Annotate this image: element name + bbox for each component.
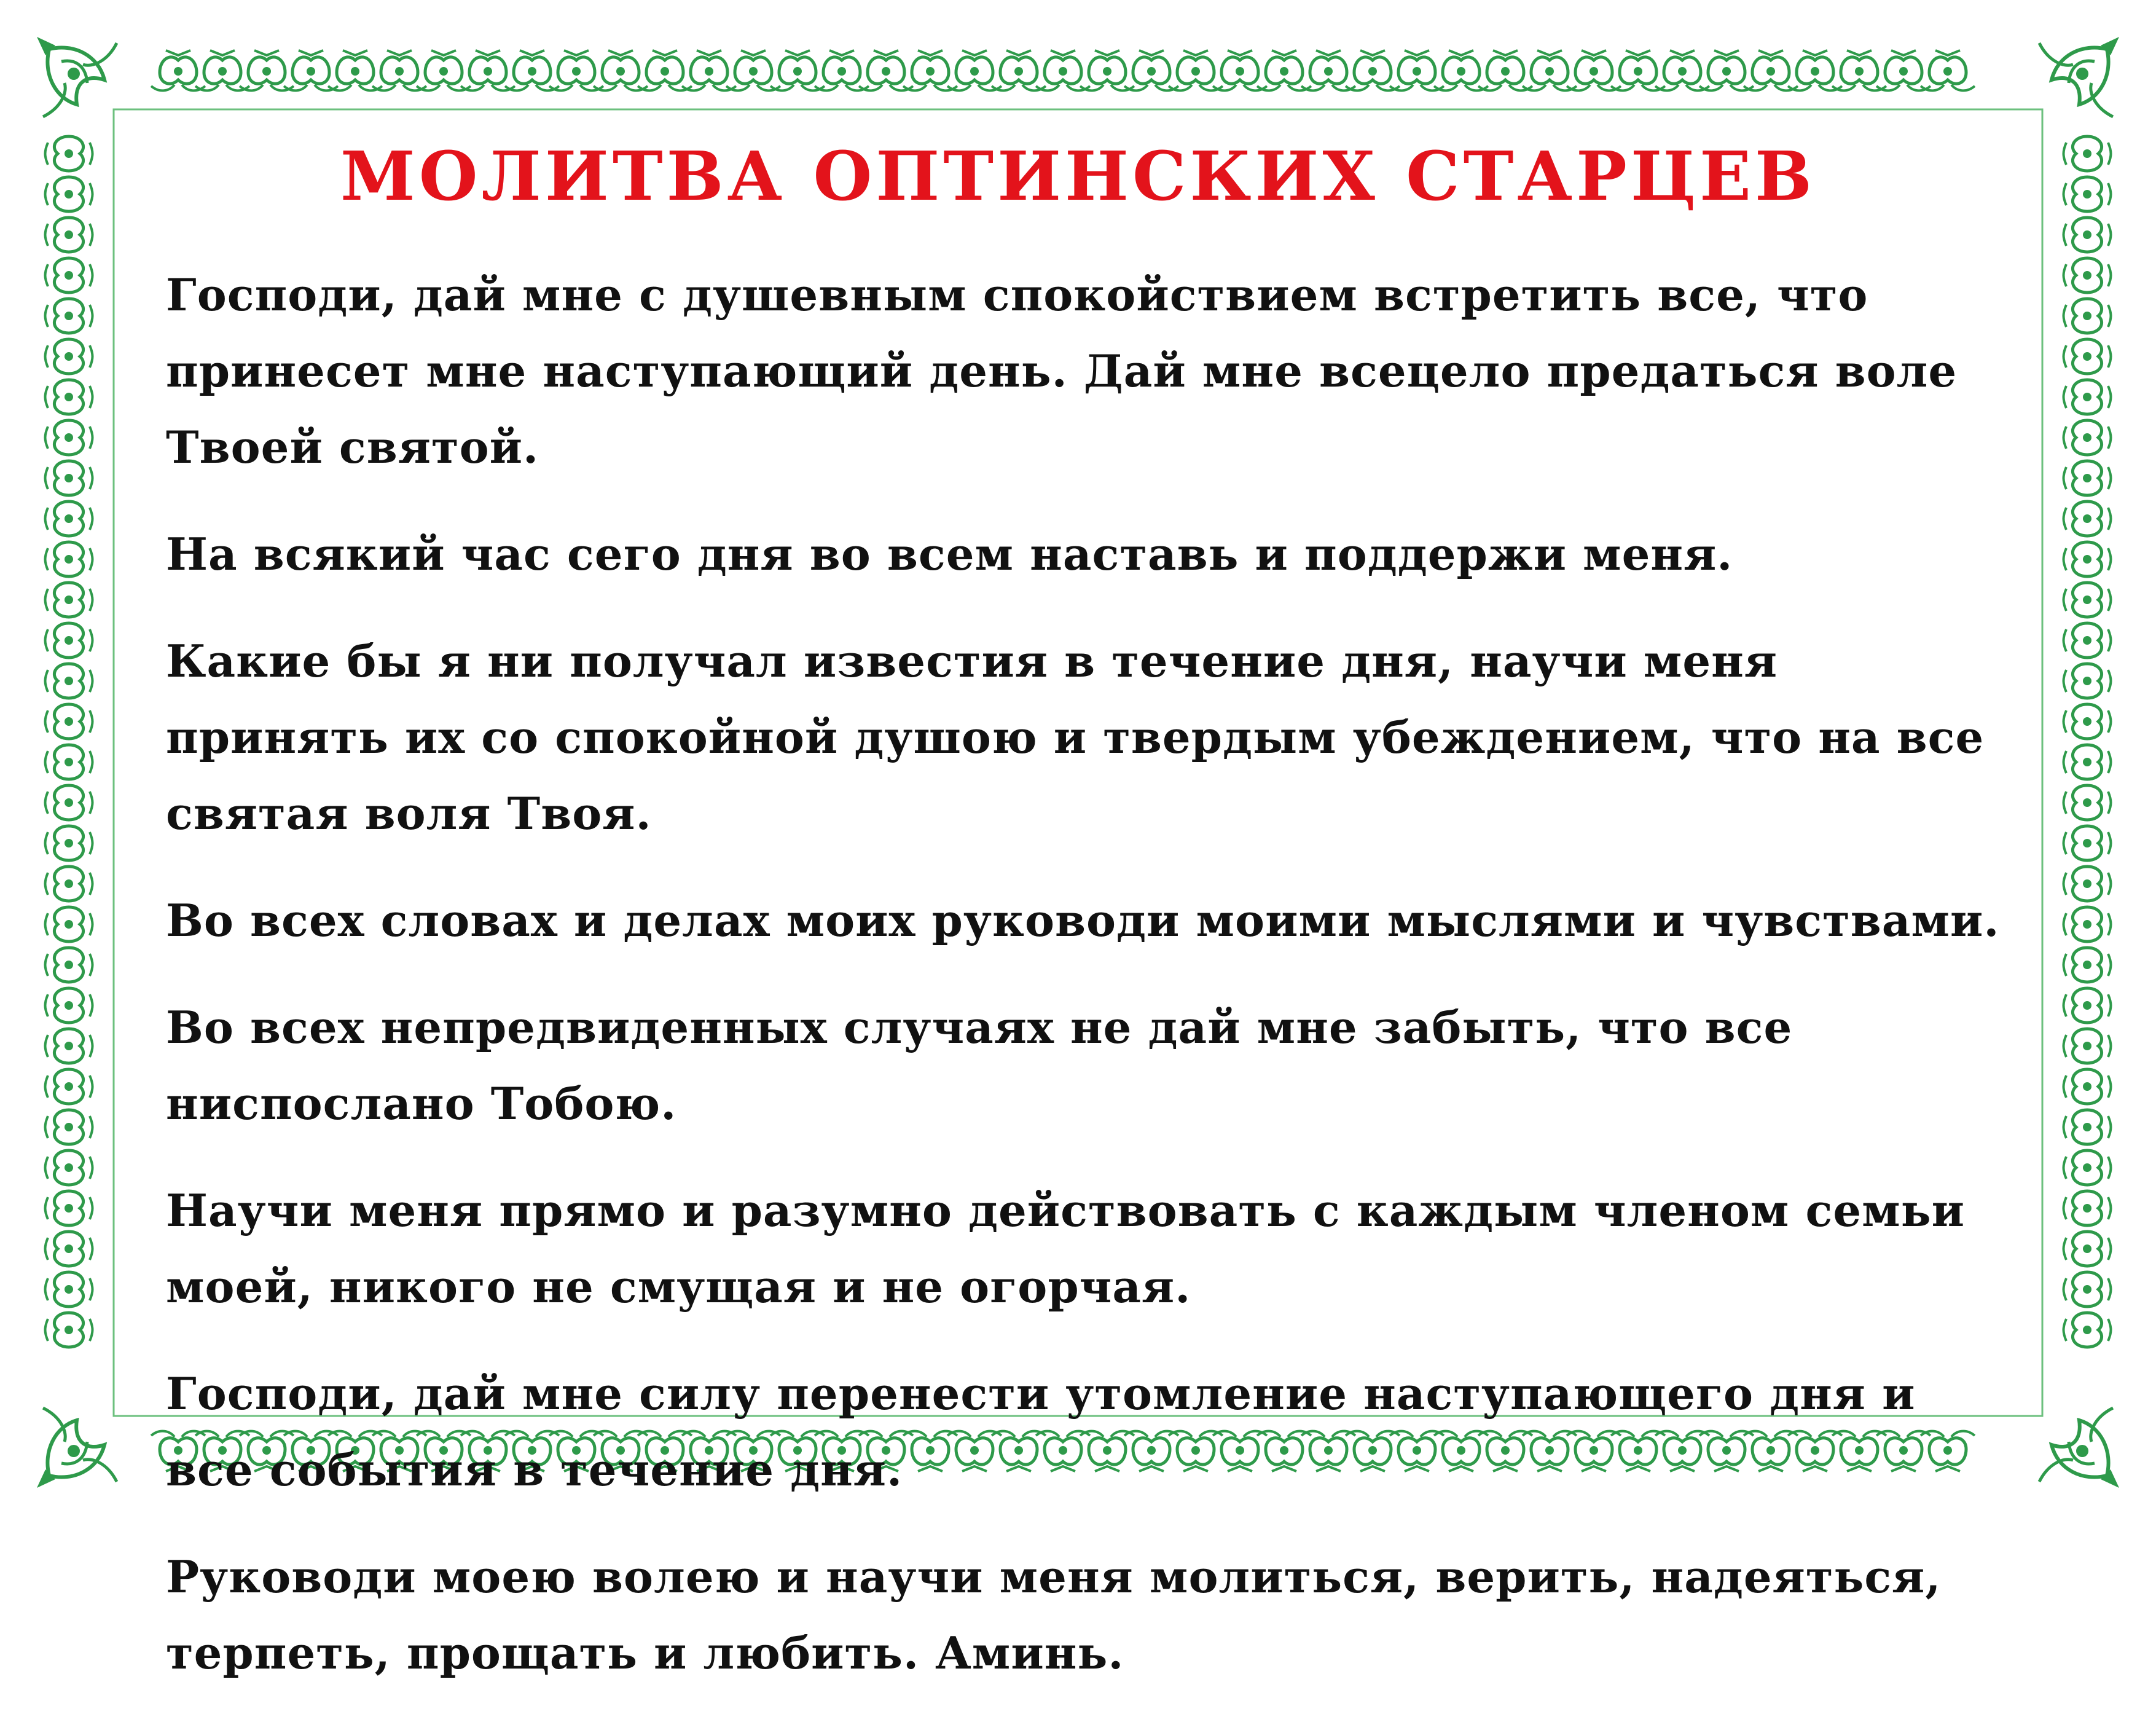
prayer-paragraph: Господи, дай мне с душевным спокойствием встретить все, что принесет мне наступающий день. Дай мне всецело предаться воле Твоей святой. <box>166 269 1958 473</box>
prayer-paragraph: Какие бы я ни получал известия в течение дня, научи меня принять их со спокойной душою и твердым убеждением, что на все святая воля Твоя. <box>166 635 1985 839</box>
prayer-paragraph: На всякий час сего дня во всем наставь и поддержи меня. <box>166 528 1733 580</box>
prayer-paragraph: Во всех непредвиденных случаях не дай мне забыть, что все ниспослано Тобою. <box>166 1001 1793 1130</box>
prayer-paragraph: Господи, дай мне силу перенести утомление наступающего дня и все события в течение дня. <box>166 1367 1916 1496</box>
prayer-paragraph: Научи меня прямо и разумно действовать с каждым членом семьи моей, никого не смущая и не огорчая. <box>166 1184 1965 1313</box>
prayer-text <box>166 257 2015 1722</box>
prayer-paragraph: Руководи моею волею и научи меня молиться, верить, надеяться, терпеть, прощать и любить. Аминь. <box>166 1551 1942 1679</box>
prayer-paragraph: Во всех словах и делах моих руководи моими мыслями и чувствами. <box>166 894 2000 946</box>
page-title: МОЛИТВА ОПТИНСКИХ СТАРЦЕВ <box>340 136 1816 216</box>
